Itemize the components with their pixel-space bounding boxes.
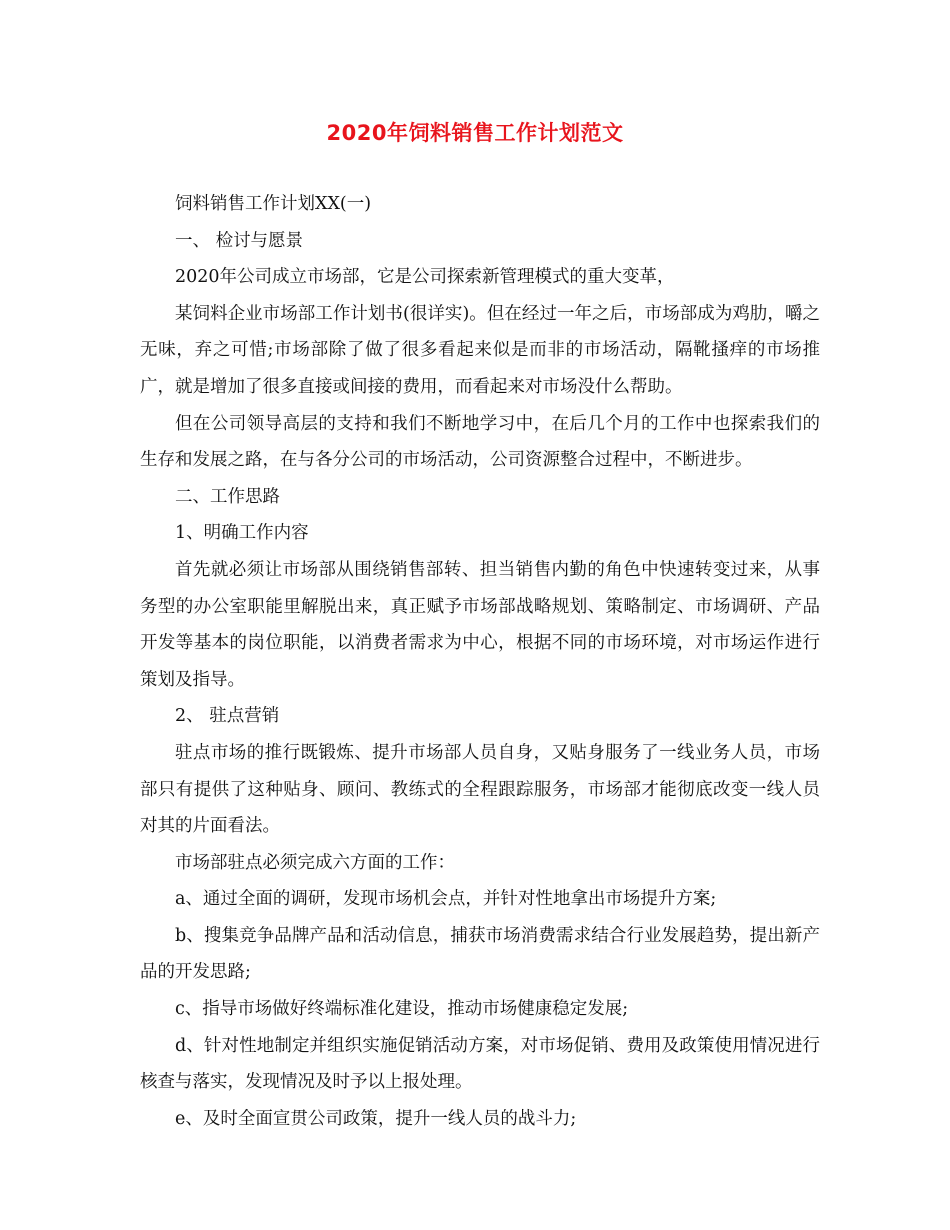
- list-item: c、指导市场做好终端标准化建设，推动市场健康稳定发展;: [175, 999, 629, 1020]
- paragraph: 某饲料企业市场部工作计划书(很详实)。但在经过一年之后，市场部成为鸡肋，嚼之无味，弃之可惜;市场部除了做了很多看起来似是而非的市场活动，隔靴搔痒的市场推广，就是增加了很多直接或间接的费用，而看起来对市场没什么帮助。: [140, 303, 820, 397]
- subheading-work-content: 1、明确工作内容: [175, 523, 309, 544]
- paragraph: 但在公司领导高层的支持和我们不断地学习中，在后几个月的工作中也探索我们的生存和发展之路，在与各分公司的市场活动，公司资源整合过程中，不断进步。: [140, 413, 820, 471]
- paragraph: 市场部驻点必须完成六方面的工作：: [175, 852, 455, 873]
- list-item: a、通过全面的调研，发现市场机会点，并针对性地拿出市场提升方案;: [175, 889, 717, 910]
- document-body: [140, 186, 820, 1137]
- list-item: d、针对性地制定并组织实施促销活动方案，对市场促销、费用及政策使用情况进行核查与落实，发现情况及时予以上报处理。: [140, 1035, 820, 1093]
- paragraph: 驻点市场的推行既锻炼、提升市场部人员自身，又贴身服务了一线业务人员，市场部只有提供了这种贴身、顾问、教练式的全程跟踪服务，市场部才能彻底改变一线人员对其的片面看法。: [140, 742, 820, 837]
- paragraph: 首先就必须让市场部从围绕销售部转、担当销售内勤的角色中快速转变过来，从事务型的办公室职能里解脱出来，真正赋予市场部战略规划、策略制定、市场调研、产品开发等基本的岗位职能，以消费者需求为中心，根据不同的市场环境，对市场运作进行策划及指导。: [140, 559, 820, 690]
- document-title: 2020年饲料销售工作计划范文: [326, 121, 624, 145]
- paragraph-plan-heading: 饲料销售工作计划XX(一): [175, 194, 372, 214]
- paragraph: 2020年公司成立市场部，它是公司探索新管理模式的重大变革，: [175, 267, 675, 288]
- section-heading-approach: 二、工作思路: [175, 486, 280, 507]
- section-heading-review: 一、 检讨与愿景: [175, 230, 304, 251]
- list-item: e、及时全面宣贯公司政策，提升一线人员的战斗力;: [175, 1108, 577, 1129]
- subheading-field-marketing: 2、 驻点营销: [175, 706, 280, 727]
- list-item: b、搜集竞争品牌产品和活动信息，捕获市场消费需求结合行业发展趋势，提出新产品的开发思路;: [140, 925, 820, 983]
